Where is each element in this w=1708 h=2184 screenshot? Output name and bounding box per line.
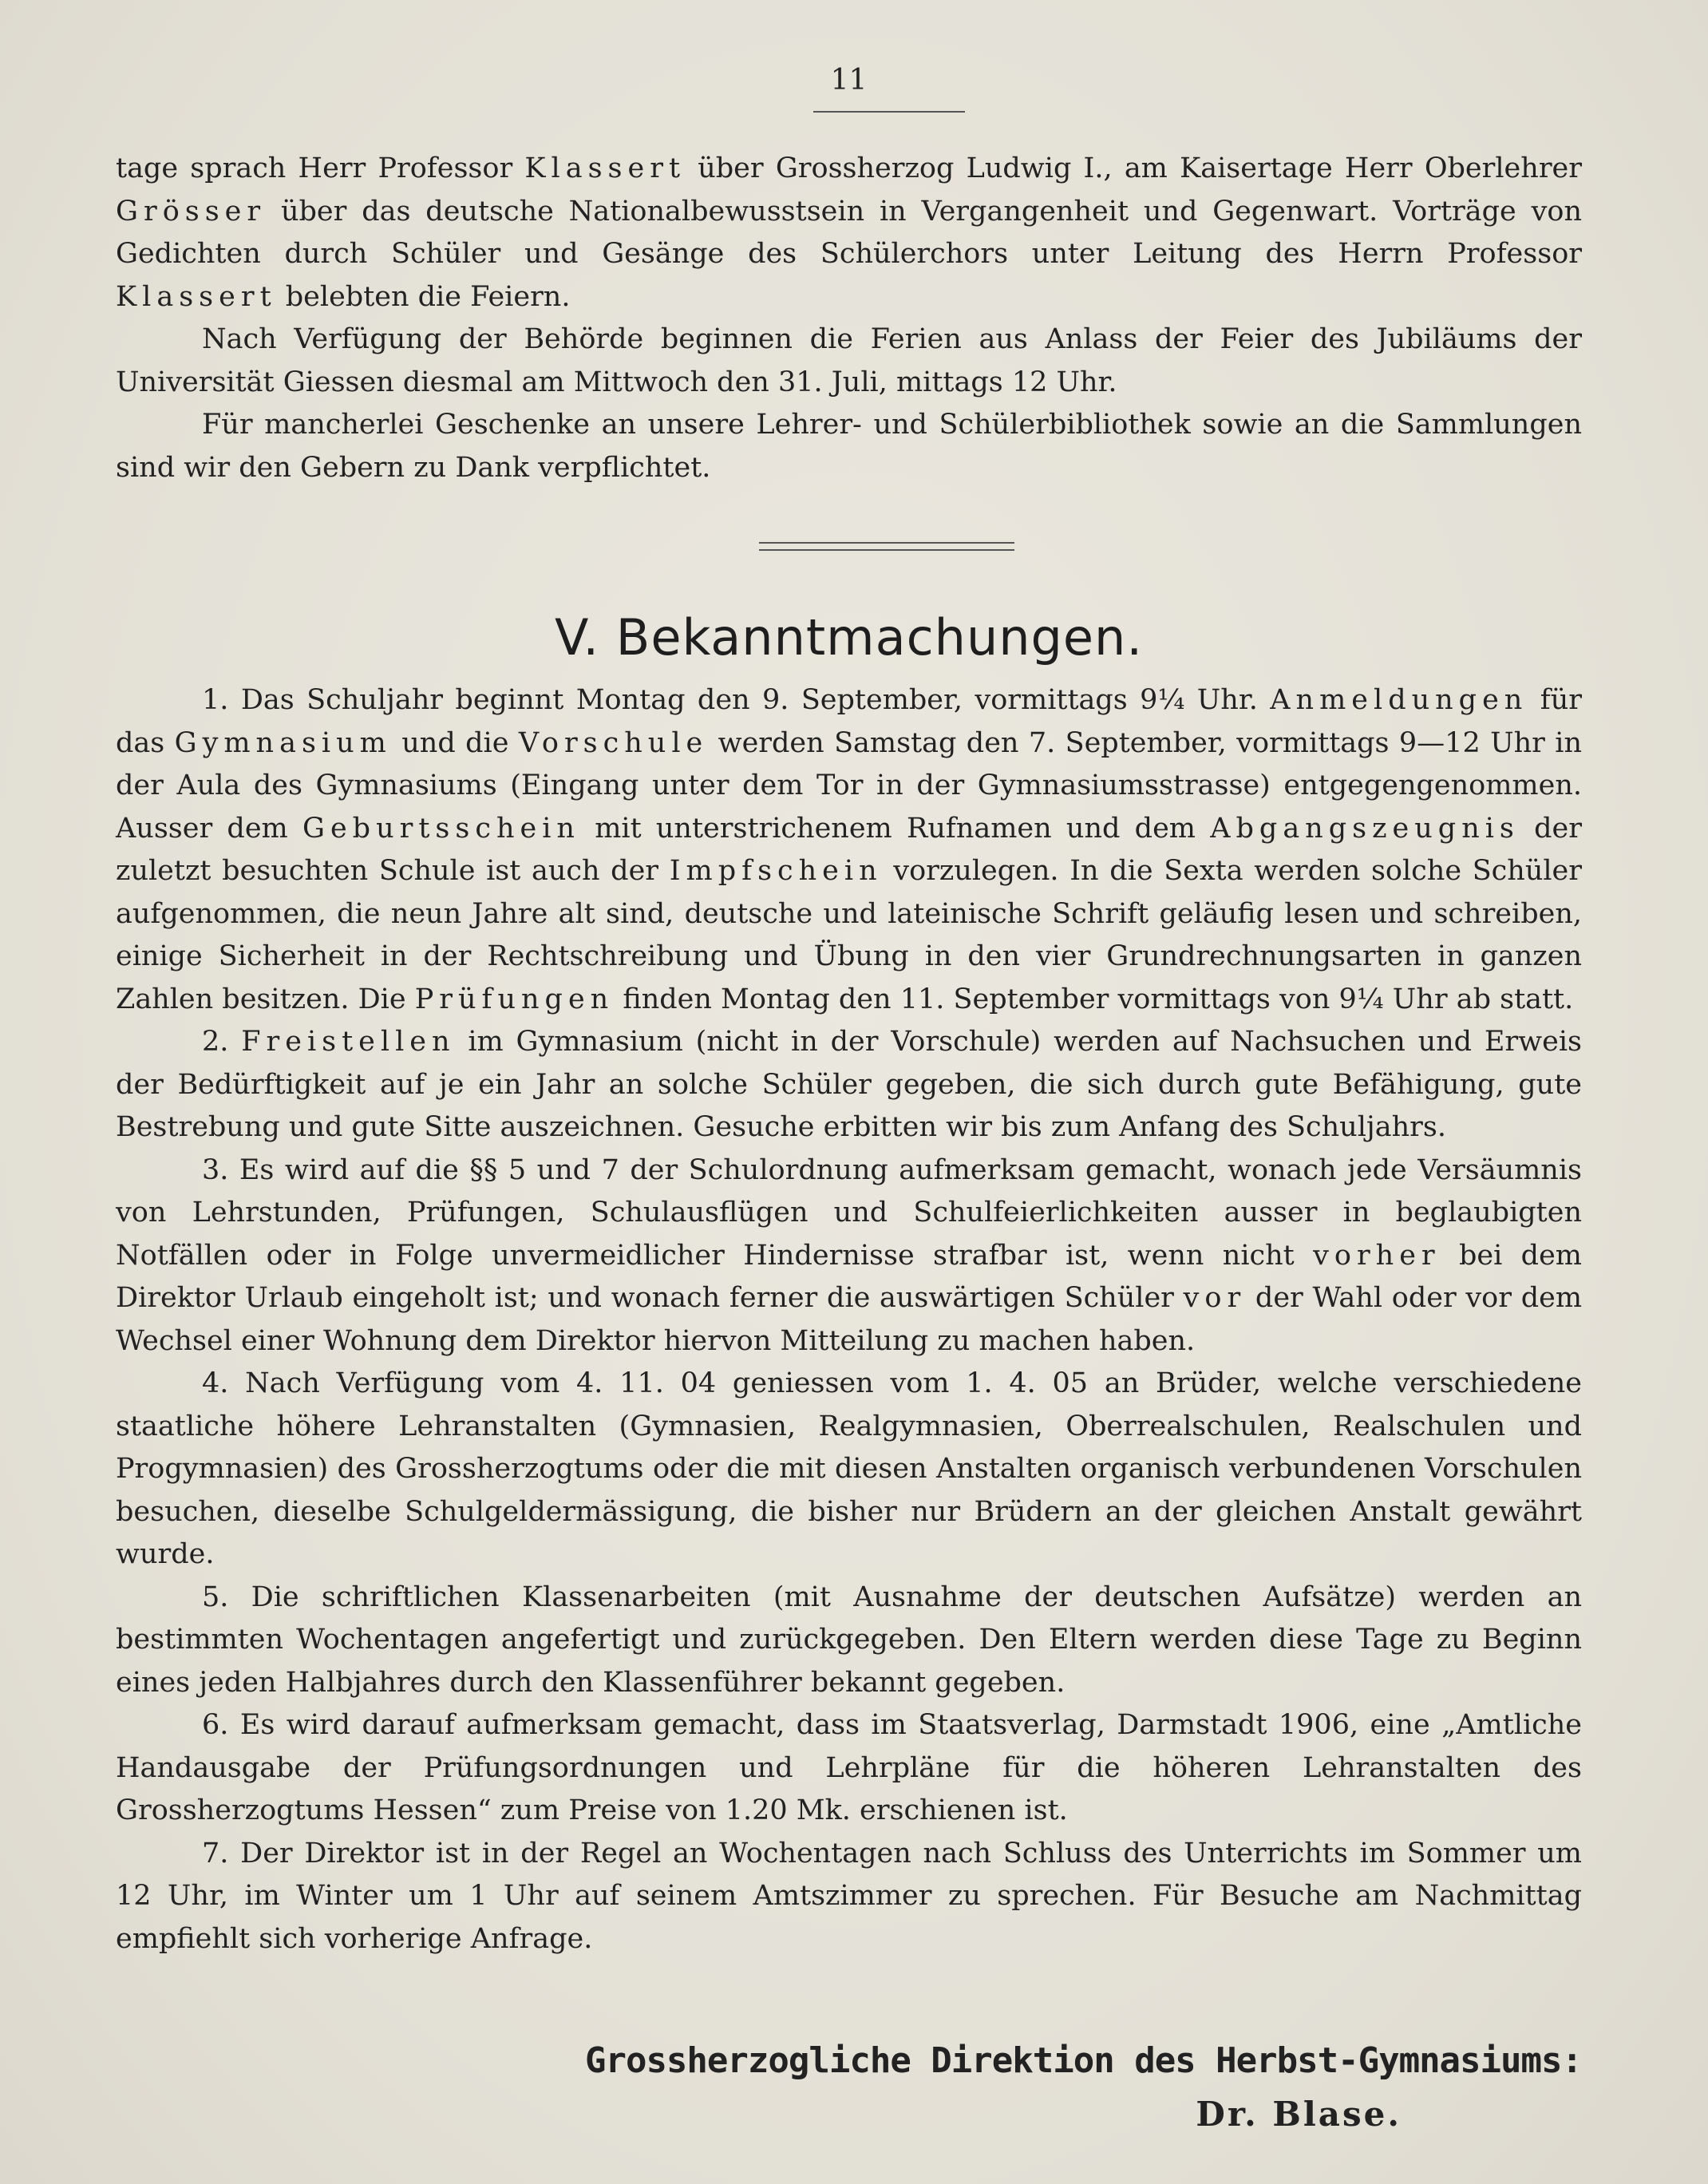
- page-number-rule: [813, 111, 965, 113]
- intro-paragraph-1: tage sprach Herr Professor Klassert über Grossherzog Ludwig I., am Kaisertage Herr Oberlehrer Grösser über das deutsche Nationalbewusstsein in Vergangenheit und Gegenwart. Vorträge von Gedichten durch Schüler und Gesänge des Schülerchors unter Leitung des Herrn Professor Klassert belebten die Feiern.: [116, 152, 1582, 313]
- announcement-item-3: 3. Es wird auf die §§ 5 und 7 der Schulordnung aufmerksam gemacht, wonach jede Versäumnis von Lehrstunden, Prüfungen, Schulausflügen und Schulfeierlichkeiten ausser in beglaubigten Notfällen oder in Folge unvermeidlicher Hindernisse strafbar ist, wenn nicht vorher bei dem Direktor Urlaub eingeholt ist; und wonach ferner die auswärtigen Schüler vor der Wahl oder vor dem Wechsel einer Wohnung dem Direktor hiervon Mitteilung zu machen haben.: [116, 1153, 1583, 1357]
- signature-line: Grossherzogliche Direktion des Herbst-Gymnasiums:: [584, 2040, 1582, 2081]
- spaced-name: Klassert: [116, 280, 277, 313]
- announcement-item-4: 4. Nach Verfügung vom 4. 11. 04 geniessen vom 1. 4. 05 an Brüder, welche verschiedene staatliche höhere Lehranstalten (Gymnasien, Realgymnasien, Oberrealschulen, Realschulen und Progymnasien) des Grossherzogtums oder die mit diesen Anstalten organisch verbundenen Vorschulen besuchen, dieselbe Schulgeldermässigung, die bisher nur Brüdern an der gleichen Anstalt gewährt wurde.: [116, 1367, 1582, 1570]
- announcement-item-7: 7. Der Direktor ist in der Regel an Wochentagen nach Schluss des Unterrichts im Sommer um 12 Uhr, im Winter um 1 Uhr auf seinem Amtszimmer zu sprechen. Für Besuche am Nachmittag empfiehlt sich vorherige Anfrage.: [116, 1837, 1582, 1955]
- section-title: V. Bekanntmachungen.: [554, 608, 1144, 667]
- intro-paragraph-2: Nach Verfügung der Behörde beginnen die Ferien aus Anlass der Feier des Jubiläums der Universität Giessen diesmal am Mittwoch den 31. Juli, mittags 12 Uhr.: [116, 323, 1582, 398]
- announcement-item-6: 6. Es wird darauf aufmerksam gemacht, dass im Staatsverlag, Darmstadt 1906, eine „Amtliche Handausgabe der Prüfungsordnungen und Lehrpläne für die höheren Lehranstalten des Grossherzogtums Hessen“ zum Preise von 1.20 Mk. erschienen ist.: [116, 1709, 1582, 1826]
- spaced-name: Grösser: [116, 195, 267, 228]
- announcement-item-1: 1. Das Schuljahr beginnt Montag den 9. September, vormittags 9¼ Uhr. Anmeldungen für das Gymnasium und die Vorschule werden Samstag den 7. September, vormittags 9—12 Uhr in der Aula des Gymnasiums (Eingang unter dem Tor in der Gymnasiumsstrasse) entgegengenommen. Ausser dem Geburtsschein mit unterstrichenem Rufnamen und dem Abgangszeugnis der zuletzt besuchten Schule ist auch der Impfschein vorzulegen. In die Sexta werden solche Schüler aufgenommen, die neun Jahre alt sind, deutsche und lateinische Schrift geläufig lesen und schreiben, einige Sicherheit in der Rechtschreibung und Übung in den vier Grundrechnungsarten in ganzen Zahlen besitzen. Die Prüfungen finden Montag den 11. September vormittags von 9¼ Uhr ab statt.: [116, 684, 1582, 1015]
- announcement-item-5: 5. Die schriftlichen Klassenarbeiten (mit Ausnahme der deutschen Aufsätze) werden an bestimmten Wochentagen angefertigt und zurückgegeben. Den Eltern werden diese Tage zu Beginn eines jeden Halbjahres durch den Klassenführer bekannt gegeben.: [116, 1581, 1582, 1699]
- intro-paragraph-3: Für mancherlei Geschenke an unsere Lehrer- und Schülerbibliothek sowie an die Sammlungen sind wir den Gebern zu Dank verpflichtet.: [116, 409, 1582, 484]
- page-number: 11: [830, 64, 868, 97]
- section-divider: [759, 542, 1014, 551]
- announcement-item-2: 2. Freistellen im Gymnasium (nicht in der Vorschule) werden auf Nachsuchen und Erweis der Bedürftigkeit auf je ein Jahr an solche Schüler gegeben, die sich durch gute Befähigung, gute Bestrebung und gute Sitte auszeichnen. Gesuche erbitten wir bis zum Anfang des Schuljahrs.: [116, 1026, 1582, 1143]
- signer-name: Dr. Blase.: [1196, 2095, 1402, 2134]
- spaced-name: Klassert: [524, 152, 686, 184]
